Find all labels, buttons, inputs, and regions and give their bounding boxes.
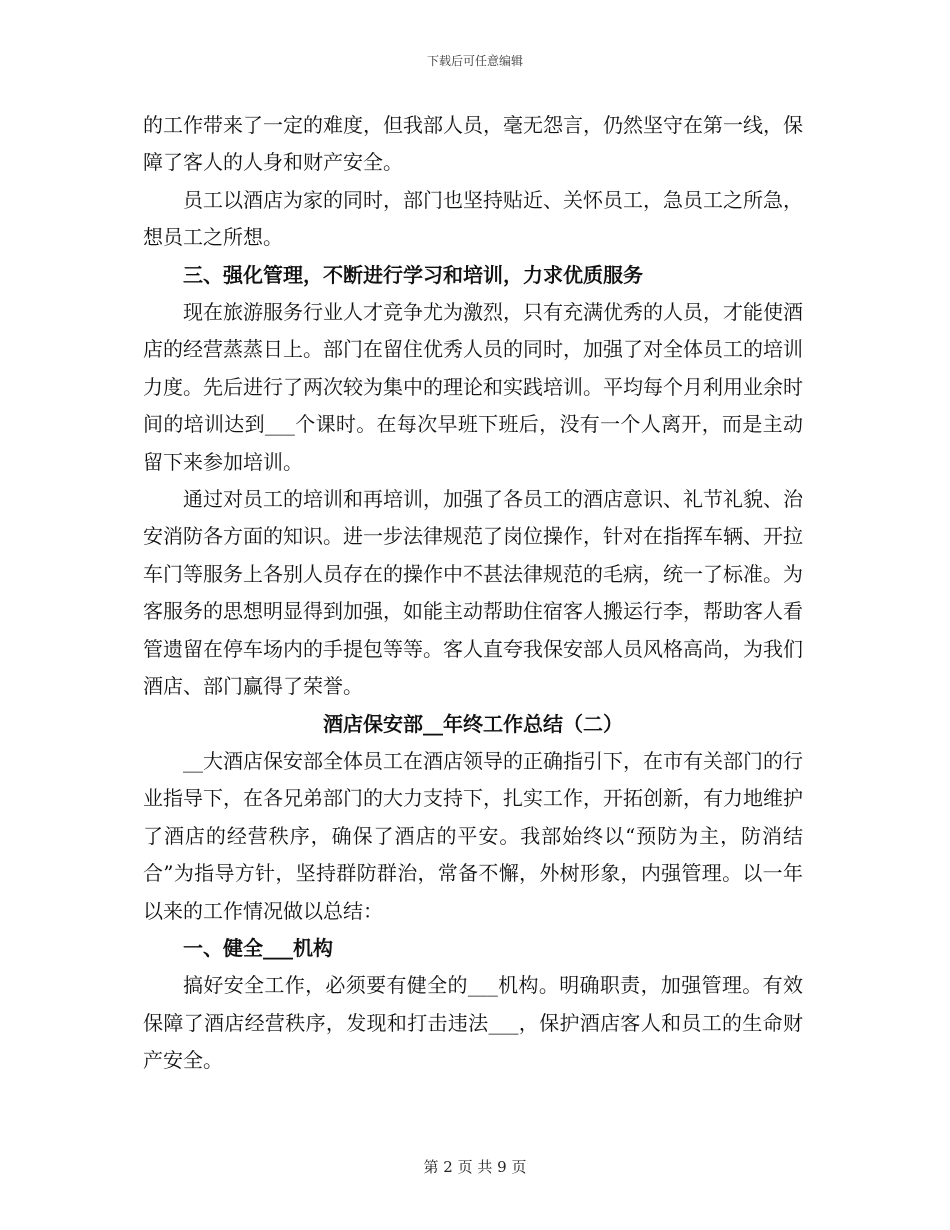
document-body — [143, 107, 803, 1080]
paragraph-3: 现在旅游服务行业人才竞争尤为激烈，只有充满优秀的人员，才能使酒店的经营蒸蒸日上。部门在留住优秀人员的同时，加强了对全体员工的培训力度。先后进行了两次较为集中的理论和实践培训。平均每个月利用业余时间的培训达到___个课时。在每次早班下班后，没有一个人离开，而是主动留下来参加培训。 — [143, 300, 803, 474]
section-heading-3: 三、强化管理，不断进行学习和培训，力求优质服务 — [183, 262, 643, 287]
paragraph-6: 搞好安全工作，必须要有健全的___机构。明确职责，加强管理。有效保障了酒店经营秩序，发现和打击违法___，保护酒店客人和员工的生命财产安全。 — [143, 973, 803, 1073]
page-header: 下载后可任意编辑 — [426, 54, 523, 68]
paragraph-5: __大酒店保安部全体员工在酒店领导的正确指引下，在市有关部门的行业指导下，在各兄弟部门的大力支持下，扎实工作，开拓创新，有力地维护了酒店的经营秩序，确保了酒店的平安。我部始终以“预防为主，防消结合”为指导方针，坚持群防群治，常备不懈，外树形象，内强管理。以一年以来的工作情况做以总结： — [143, 748, 803, 923]
document-title: 酒店保安部__年终工作总结（二） — [323, 711, 623, 736]
paragraph-2: 员工以酒店为家的同时，部门也坚持贴近、关怀员工，急员工之所急，想员工之所想。 — [143, 187, 803, 250]
paragraph-4: 通过对员工的培训和再培训，加强了各员工的酒店意识、礼节礼貌、治安消防各方面的知识。进一步法律规范了岗位操作，针对在指挥车辆、开拉车门等服务上各别人员存在的操作中不甚法律规范的毛病，统一了标准。为客服务的思想明显得到加强，如能主动帮助住宿客人搬运行李，帮助客人看管遗留在停车场内的手提包等等。客人直夸我保安部人员风格高尚，为我们酒店、部门赢得了荣誉。 — [143, 487, 803, 699]
paragraph-1: 的工作带来了一定的难度，但我部人员，毫无怨言，仍然坚守在第一线，保障了客人的人身和财产安全。 — [143, 113, 803, 175]
section-heading-1: 一、健全___机构 — [183, 935, 333, 960]
page-footer: 第 2 页 共 9 页 — [423, 1158, 527, 1176]
